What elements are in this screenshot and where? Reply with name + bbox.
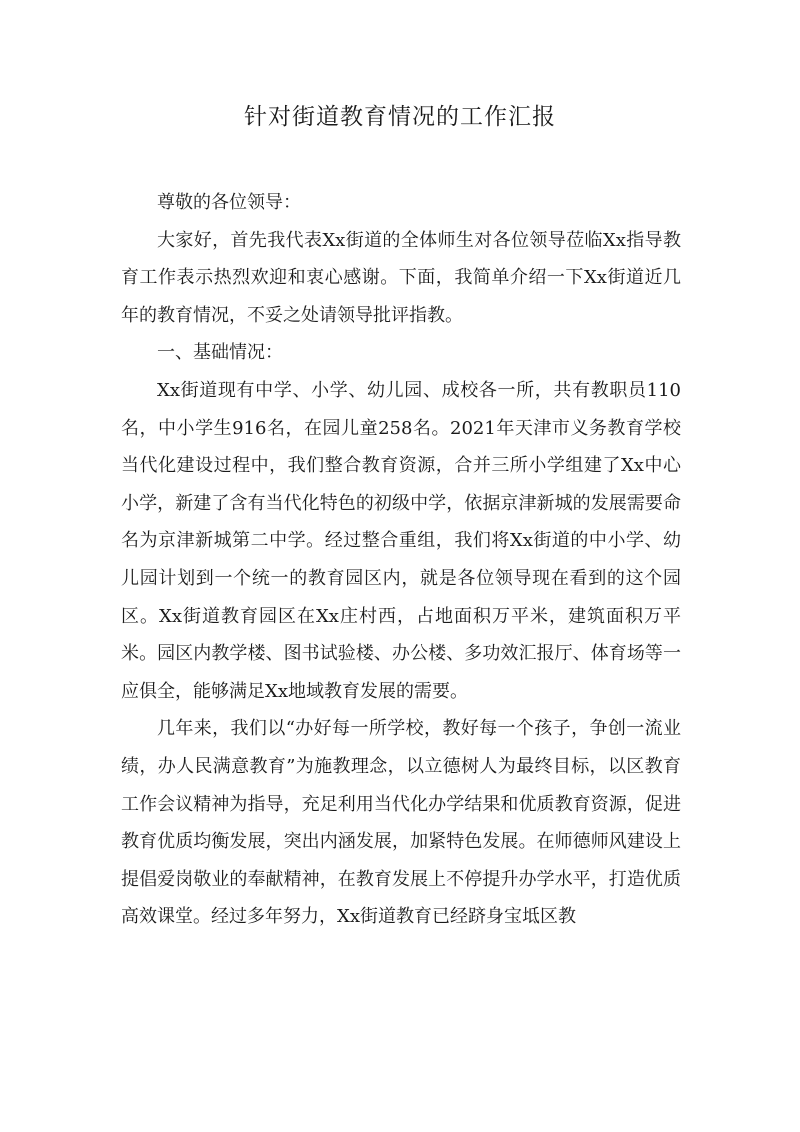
document-body [121,184,681,936]
document-title: 针对街道教育情况的工作汇报 [244,104,556,130]
section-heading: 一、基础情况： [157,342,283,364]
body-paragraph: 几年来，我们以“办好每一所学校，教好每一个孩子，争创一流业绩，办人民满意教育”为施教理念，以立德树人为最终目标，以区教育工作会议精神为指导，充足利用当代化办学结果和优质教育资源，促进教育优质均衡发展，突出内涵发展，加紧特色发展。在师德师风建设上提倡爱岗敬业的奉献精神，在教育发展上不停提升办学水平，打造优质高效课堂。经过多年努力，Xx街道教育已经跻身宝坻区教 [121,718,681,928]
opening-paragraph: 大家好，首先我代表Xx街道的全体师生对各位领导莅临Xx指导教育工作表示热烈欢迎和衷心感谢。下面，我简单介绍一下Xx街道近几年的教育情况，不妥之处请领导批评指教。 [121,229,681,326]
body-paragraph: Xx街道现有中学、小学、幼儿园、成校各一所，共有教职员110名，中小学生916名，在园儿童258名。2021年天津市义务教育学校当代化建设过程中，我们整合教育资源，合并三所小学组建了Xx中心小学，新建了含有当代化特色的初级中学，依据京津新城的发展需要命名为京津新城第二中学。经过整合重组，我们将Xx街道的中小学、幼儿园计划到一个统一的教育园区内，就是各位领导现在看到的这个园区。Xx街道教育园区在Xx庄村西，占地面积万平米，建筑面积万平米。园区内教学楼、图书试验楼、办公楼、多功效汇报厅、体育场等一应俱全，能够满足Xx地域教育发展的需要。 [121,379,681,702]
salutation-paragraph: 尊敬的各位领导： [157,192,301,213]
